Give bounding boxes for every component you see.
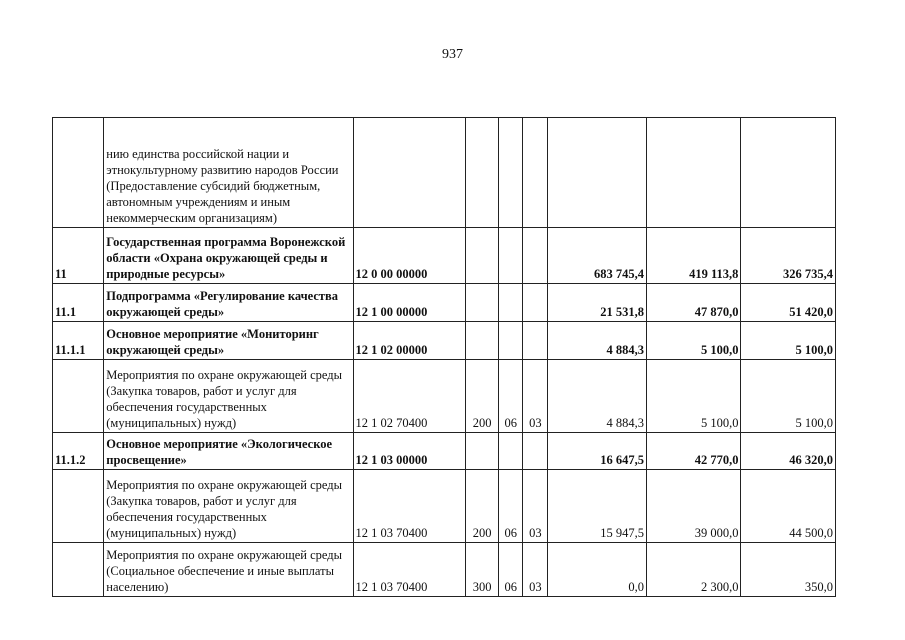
row-name: Мероприятия по охране окружающей среды (Закупка товаров, работ и услуг для обеспечения государственных (муниципальных) нужд) (104, 470, 353, 543)
row-amount-2: 5 100,0 (646, 322, 740, 360)
row-target-code: 12 0 00 00000 (353, 228, 466, 284)
row-expense-type (466, 322, 499, 360)
row-amount-3: 5 100,0 (741, 360, 836, 433)
row-amount-1: 21 531,8 (548, 284, 647, 322)
row-expense-type (466, 433, 499, 470)
row-number: 11.1.2 (53, 433, 104, 470)
row-amount-3: 44 500,0 (741, 470, 836, 543)
row-section (499, 228, 523, 284)
budget-table-body (53, 118, 836, 597)
row-subsection: 03 (523, 543, 548, 597)
row-expense-type (466, 284, 499, 322)
row-amount-3 (741, 118, 836, 228)
row-target-code (353, 118, 466, 228)
row-section: 06 (499, 360, 523, 433)
row-section (499, 284, 523, 322)
row-expense-type (466, 118, 499, 228)
row-amount-1 (548, 118, 647, 228)
row-amount-2: 39 000,0 (646, 470, 740, 543)
row-section (499, 322, 523, 360)
table-row (53, 360, 836, 433)
row-amount-3: 51 420,0 (741, 284, 836, 322)
row-amount-3: 46 320,0 (741, 433, 836, 470)
row-amount-1: 15 947,5 (548, 470, 647, 543)
row-amount-3: 5 100,0 (741, 322, 836, 360)
row-number: 11.1.1 (53, 322, 104, 360)
row-target-code: 12 1 03 70400 (353, 470, 466, 543)
row-amount-2 (646, 118, 740, 228)
row-amount-1: 0,0 (548, 543, 647, 597)
row-amount-2: 2 300,0 (646, 543, 740, 597)
row-target-code: 12 1 03 00000 (353, 433, 466, 470)
table-row (53, 470, 836, 543)
row-number: 11 (53, 228, 104, 284)
row-subsection (523, 322, 548, 360)
row-amount-2: 42 770,0 (646, 433, 740, 470)
row-subsection (523, 118, 548, 228)
row-expense-type: 200 (466, 470, 499, 543)
table-row (53, 433, 836, 470)
row-number (53, 360, 104, 433)
row-target-code: 12 1 00 00000 (353, 284, 466, 322)
row-name: Основное мероприятие «Экологическое просвещение» (104, 433, 353, 470)
row-amount-2: 5 100,0 (646, 360, 740, 433)
row-amount-3: 350,0 (741, 543, 836, 597)
row-expense-type: 300 (466, 543, 499, 597)
table-row (53, 228, 836, 284)
row-name: Государственная программа Воронежской области «Охрана окружающей среды и природные ресурсы» (104, 228, 353, 284)
row-number: 11.1 (53, 284, 104, 322)
row-number (53, 543, 104, 597)
row-target-code: 12 1 02 70400 (353, 360, 466, 433)
row-amount-2: 419 113,8 (646, 228, 740, 284)
row-name: Мероприятия по охране окружающей среды (Закупка товаров, работ и услуг для обеспечения государственных (муниципальных) нужд) (104, 360, 353, 433)
row-section: 06 (499, 470, 523, 543)
row-subsection (523, 284, 548, 322)
row-subsection (523, 228, 548, 284)
row-subsection: 03 (523, 470, 548, 543)
row-number (53, 118, 104, 228)
table-row (53, 118, 836, 228)
table-row (53, 543, 836, 597)
row-section: 06 (499, 543, 523, 597)
row-number (53, 470, 104, 543)
budget-table (52, 117, 836, 597)
row-expense-type: 200 (466, 360, 499, 433)
row-amount-1: 4 884,3 (548, 322, 647, 360)
row-name: Подпрограмма «Регулирование качества окружающей среды» (104, 284, 353, 322)
row-target-code: 12 1 03 70400 (353, 543, 466, 597)
table-row (53, 322, 836, 360)
row-section (499, 118, 523, 228)
row-amount-3: 326 735,4 (741, 228, 836, 284)
row-expense-type (466, 228, 499, 284)
row-subsection: 03 (523, 360, 548, 433)
table-row (53, 284, 836, 322)
page-number: 937 (442, 47, 463, 62)
row-name: Основное мероприятие «Мониторинг окружающей среды» (104, 322, 353, 360)
row-amount-1: 683 745,4 (548, 228, 647, 284)
row-target-code: 12 1 02 00000 (353, 322, 466, 360)
row-name: Мероприятия по охране окружающей среды (Социальное обеспечение и иные выплаты населению) (104, 543, 353, 597)
row-amount-1: 4 884,3 (548, 360, 647, 433)
row-name: нию единства российской нации и этнокультурному развитию народов России (Предоставление субсидий бюджетным, автономным учреждениям и иным некоммерческим организациям) (104, 118, 353, 228)
row-amount-2: 47 870,0 (646, 284, 740, 322)
row-subsection (523, 433, 548, 470)
row-section (499, 433, 523, 470)
row-amount-1: 16 647,5 (548, 433, 647, 470)
